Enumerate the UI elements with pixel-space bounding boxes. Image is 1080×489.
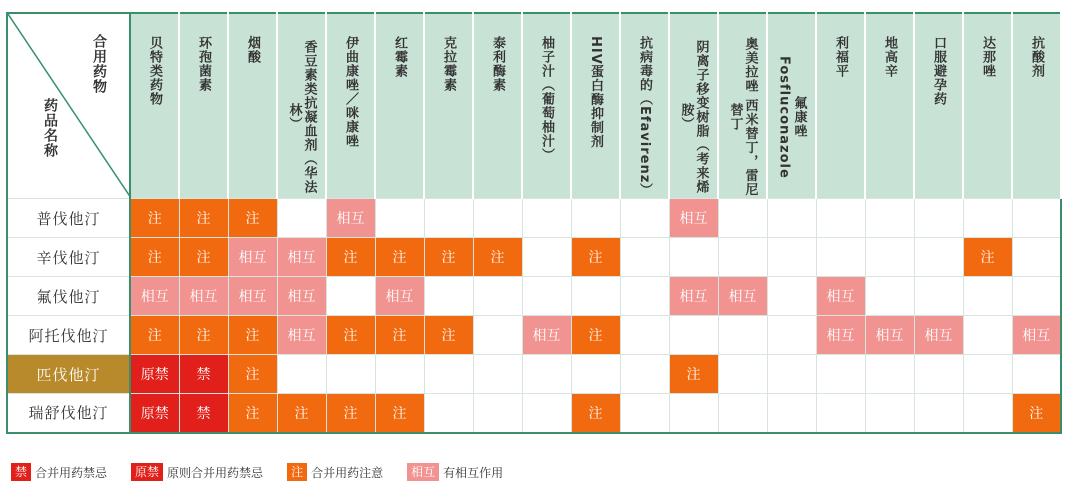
legend-swatch: 相互 bbox=[407, 463, 439, 481]
column-header bbox=[228, 13, 277, 199]
legend-swatch: 注 bbox=[287, 463, 307, 481]
column-header-label: 地高辛 bbox=[882, 36, 897, 78]
empty-cell bbox=[375, 199, 424, 238]
interaction-cell-zhu: 注 bbox=[326, 316, 375, 355]
table-row bbox=[7, 394, 1061, 433]
interaction-cell-hu: 相互 bbox=[277, 238, 326, 277]
empty-cell bbox=[963, 394, 1012, 433]
empty-cell bbox=[326, 355, 375, 394]
column-header-label: 克拉霉素 bbox=[441, 36, 456, 92]
table-row bbox=[7, 238, 1061, 277]
interaction-cell-hu: 相互 bbox=[375, 277, 424, 316]
column-header-label: 利福平 bbox=[833, 36, 848, 78]
column-header bbox=[865, 13, 914, 199]
interaction-cell-zhu: 注 bbox=[228, 355, 277, 394]
empty-cell bbox=[718, 238, 767, 277]
empty-cell bbox=[424, 199, 473, 238]
empty-cell bbox=[816, 394, 865, 433]
empty-cell bbox=[767, 316, 816, 355]
interaction-cell-zhu: 注 bbox=[669, 355, 718, 394]
empty-cell bbox=[718, 394, 767, 433]
interaction-cell-zhu: 注 bbox=[375, 316, 424, 355]
table-row bbox=[7, 316, 1061, 355]
empty-cell bbox=[620, 238, 669, 277]
legend bbox=[11, 463, 527, 481]
interaction-cell-hu: 相互 bbox=[179, 277, 228, 316]
column-header-label: 贝特类药物 bbox=[147, 36, 162, 106]
empty-cell bbox=[571, 199, 620, 238]
empty-cell bbox=[865, 238, 914, 277]
column-header bbox=[179, 13, 228, 199]
empty-cell bbox=[424, 277, 473, 316]
empty-cell bbox=[424, 355, 473, 394]
legend-item bbox=[11, 463, 107, 481]
column-header bbox=[767, 13, 816, 199]
empty-cell bbox=[767, 355, 816, 394]
interaction-cell-hu: 相互 bbox=[669, 199, 718, 238]
empty-cell bbox=[522, 277, 571, 316]
legend-text: 合并用药注意 bbox=[311, 465, 384, 480]
corner-bottom-label: 药品名称 bbox=[42, 98, 58, 158]
empty-cell bbox=[816, 355, 865, 394]
empty-cell bbox=[1012, 277, 1061, 316]
legend-item bbox=[287, 463, 383, 481]
column-header bbox=[1012, 13, 1061, 199]
column-header bbox=[375, 13, 424, 199]
row-drug-name: 普伐他汀 bbox=[7, 199, 130, 238]
empty-cell bbox=[963, 316, 1012, 355]
interaction-cell-zhu: 注 bbox=[228, 199, 277, 238]
interaction-cell-zhu: 注 bbox=[179, 316, 228, 355]
interaction-cell-zhu: 注 bbox=[963, 238, 1012, 277]
interaction-cell-yuanjin: 原禁 bbox=[130, 355, 179, 394]
empty-cell bbox=[571, 355, 620, 394]
interaction-cell-zhu: 注 bbox=[424, 316, 473, 355]
table-row bbox=[7, 355, 1061, 394]
header-row bbox=[7, 13, 1061, 199]
legend-swatch: 原禁 bbox=[131, 463, 163, 481]
column-header-label: 红霉素 bbox=[392, 36, 407, 78]
column-header-label: 伊曲康唑／咪康唑 bbox=[343, 36, 358, 148]
empty-cell bbox=[522, 355, 571, 394]
empty-cell bbox=[473, 355, 522, 394]
column-header bbox=[130, 13, 179, 199]
empty-cell bbox=[914, 199, 963, 238]
empty-cell bbox=[767, 199, 816, 238]
interaction-cell-zhu: 注 bbox=[130, 238, 179, 277]
column-header-label: 氟康唑 Fosfluconazole bbox=[776, 55, 807, 179]
interaction-cell-hu: 相互 bbox=[228, 277, 277, 316]
empty-cell bbox=[1012, 199, 1061, 238]
interaction-cell-zhu: 注 bbox=[326, 394, 375, 433]
empty-cell bbox=[767, 277, 816, 316]
row-drug-name: 辛伐他汀 bbox=[7, 238, 130, 277]
corner-diagonal bbox=[8, 14, 131, 198]
empty-cell bbox=[669, 316, 718, 355]
empty-cell bbox=[865, 277, 914, 316]
interaction-cell-zhu: 注 bbox=[130, 199, 179, 238]
empty-cell bbox=[718, 199, 767, 238]
empty-cell bbox=[963, 199, 1012, 238]
column-header bbox=[522, 13, 571, 199]
row-drug-name: 瑞舒伐他汀 bbox=[7, 394, 130, 433]
column-header-label: 烟酸 bbox=[245, 36, 260, 64]
empty-cell bbox=[620, 316, 669, 355]
interaction-cell-hu: 相互 bbox=[718, 277, 767, 316]
column-header bbox=[620, 13, 669, 199]
interaction-cell-yuanjin: 原禁 bbox=[130, 394, 179, 433]
interaction-cell-zhu: 注 bbox=[277, 394, 326, 433]
legend-item bbox=[407, 463, 503, 481]
column-header-label: 奥美拉唑 西米替丁，雷尼替丁 bbox=[727, 37, 758, 197]
column-header bbox=[718, 13, 767, 199]
interaction-cell-zhu: 注 bbox=[571, 238, 620, 277]
interaction-cell-zhu: 注 bbox=[179, 238, 228, 277]
interaction-cell-hu: 相互 bbox=[228, 238, 277, 277]
column-header-label: HIV蛋白酶抑制剂 bbox=[588, 36, 603, 149]
empty-cell bbox=[718, 316, 767, 355]
corner-cell bbox=[7, 13, 130, 199]
empty-cell bbox=[669, 394, 718, 433]
legend-item bbox=[131, 463, 263, 481]
interaction-cell-hu: 相互 bbox=[522, 316, 571, 355]
interaction-cell-hu: 相互 bbox=[816, 316, 865, 355]
empty-cell bbox=[473, 394, 522, 433]
empty-cell bbox=[620, 394, 669, 433]
column-header-label: 达那唑 bbox=[980, 36, 995, 78]
empty-cell bbox=[1012, 238, 1061, 277]
empty-cell bbox=[620, 355, 669, 394]
column-header bbox=[914, 13, 963, 199]
interaction-cell-hu: 相互 bbox=[277, 277, 326, 316]
empty-cell bbox=[1012, 355, 1061, 394]
interaction-cell-hu: 相互 bbox=[277, 316, 326, 355]
legend-text: 有相互作用 bbox=[443, 465, 504, 480]
empty-cell bbox=[277, 199, 326, 238]
corner-top-label: 合用药物 bbox=[91, 34, 107, 94]
empty-cell bbox=[522, 394, 571, 433]
table-body bbox=[7, 199, 1061, 433]
row-drug-name: 阿托伐他汀 bbox=[7, 316, 130, 355]
column-header-label: 抗病毒的（Efavirenz） bbox=[637, 36, 652, 198]
legend-swatch: 禁 bbox=[11, 463, 31, 481]
empty-cell bbox=[963, 277, 1012, 316]
empty-cell bbox=[277, 355, 326, 394]
column-header-label: 口服避孕药 bbox=[931, 36, 946, 106]
empty-cell bbox=[473, 277, 522, 316]
empty-cell bbox=[375, 355, 424, 394]
interaction-cell-hu: 相互 bbox=[326, 199, 375, 238]
interaction-cell-jin: 禁 bbox=[179, 394, 228, 433]
legend-text: 合并用药禁忌 bbox=[35, 465, 108, 480]
interaction-cell-hu: 相互 bbox=[816, 277, 865, 316]
interaction-cell-hu: 相互 bbox=[130, 277, 179, 316]
interaction-cell-zhu: 注 bbox=[326, 238, 375, 277]
column-header-label: 柚子汁（葡萄柚汁） bbox=[539, 36, 554, 162]
column-header bbox=[277, 13, 326, 199]
column-header-label: 泰利酶素 bbox=[490, 36, 505, 92]
column-header bbox=[816, 13, 865, 199]
interaction-cell-zhu: 注 bbox=[375, 394, 424, 433]
column-header bbox=[424, 13, 473, 199]
empty-cell bbox=[865, 355, 914, 394]
interaction-cell-hu: 相互 bbox=[1012, 316, 1061, 355]
empty-cell bbox=[914, 355, 963, 394]
empty-cell bbox=[767, 238, 816, 277]
legend-text: 原则合并用药禁忌 bbox=[167, 465, 264, 480]
column-header-label: 香豆素类抗凝血剂（华法林） bbox=[286, 40, 317, 194]
empty-cell bbox=[473, 199, 522, 238]
column-header-label: 抗酸剂 bbox=[1029, 36, 1044, 78]
interaction-cell-zhu: 注 bbox=[228, 316, 277, 355]
column-header bbox=[669, 13, 718, 199]
column-header-label: 环孢菌素 bbox=[196, 36, 211, 92]
empty-cell bbox=[718, 355, 767, 394]
interaction-cell-zhu: 注 bbox=[375, 238, 424, 277]
empty-cell bbox=[522, 238, 571, 277]
empty-cell bbox=[620, 277, 669, 316]
column-header bbox=[963, 13, 1012, 199]
table-row bbox=[7, 199, 1061, 238]
empty-cell bbox=[326, 277, 375, 316]
empty-cell bbox=[571, 277, 620, 316]
empty-cell bbox=[963, 355, 1012, 394]
interaction-cell-zhu: 注 bbox=[179, 199, 228, 238]
table-row bbox=[7, 277, 1061, 316]
interaction-cell-zhu: 注 bbox=[571, 316, 620, 355]
empty-cell bbox=[522, 199, 571, 238]
empty-cell bbox=[424, 394, 473, 433]
interaction-cell-zhu: 注 bbox=[1012, 394, 1061, 433]
interaction-cell-hu: 相互 bbox=[865, 316, 914, 355]
empty-cell bbox=[816, 199, 865, 238]
interaction-cell-zhu: 注 bbox=[424, 238, 473, 277]
empty-cell bbox=[669, 238, 718, 277]
empty-cell bbox=[865, 199, 914, 238]
column-header bbox=[571, 13, 620, 199]
interaction-cell-hu: 相互 bbox=[914, 316, 963, 355]
drug-interaction-table bbox=[6, 12, 1062, 434]
empty-cell bbox=[620, 199, 669, 238]
empty-cell bbox=[816, 238, 865, 277]
interaction-cell-zhu: 注 bbox=[571, 394, 620, 433]
interaction-cell-zhu: 注 bbox=[130, 316, 179, 355]
empty-cell bbox=[914, 277, 963, 316]
column-header bbox=[326, 13, 375, 199]
empty-cell bbox=[914, 394, 963, 433]
interaction-cell-hu: 相互 bbox=[669, 277, 718, 316]
empty-cell bbox=[914, 238, 963, 277]
empty-cell bbox=[473, 316, 522, 355]
interaction-cell-zhu: 注 bbox=[473, 238, 522, 277]
column-header-label: 阴离子移变树脂（考来烯胺） bbox=[678, 40, 709, 194]
empty-cell bbox=[767, 394, 816, 433]
empty-cell bbox=[865, 394, 914, 433]
column-header bbox=[473, 13, 522, 199]
interaction-cell-jin: 禁 bbox=[179, 355, 228, 394]
row-drug-name: 匹伐他汀 bbox=[7, 355, 130, 394]
interaction-cell-zhu: 注 bbox=[228, 394, 277, 433]
row-drug-name: 氟伐他汀 bbox=[7, 277, 130, 316]
